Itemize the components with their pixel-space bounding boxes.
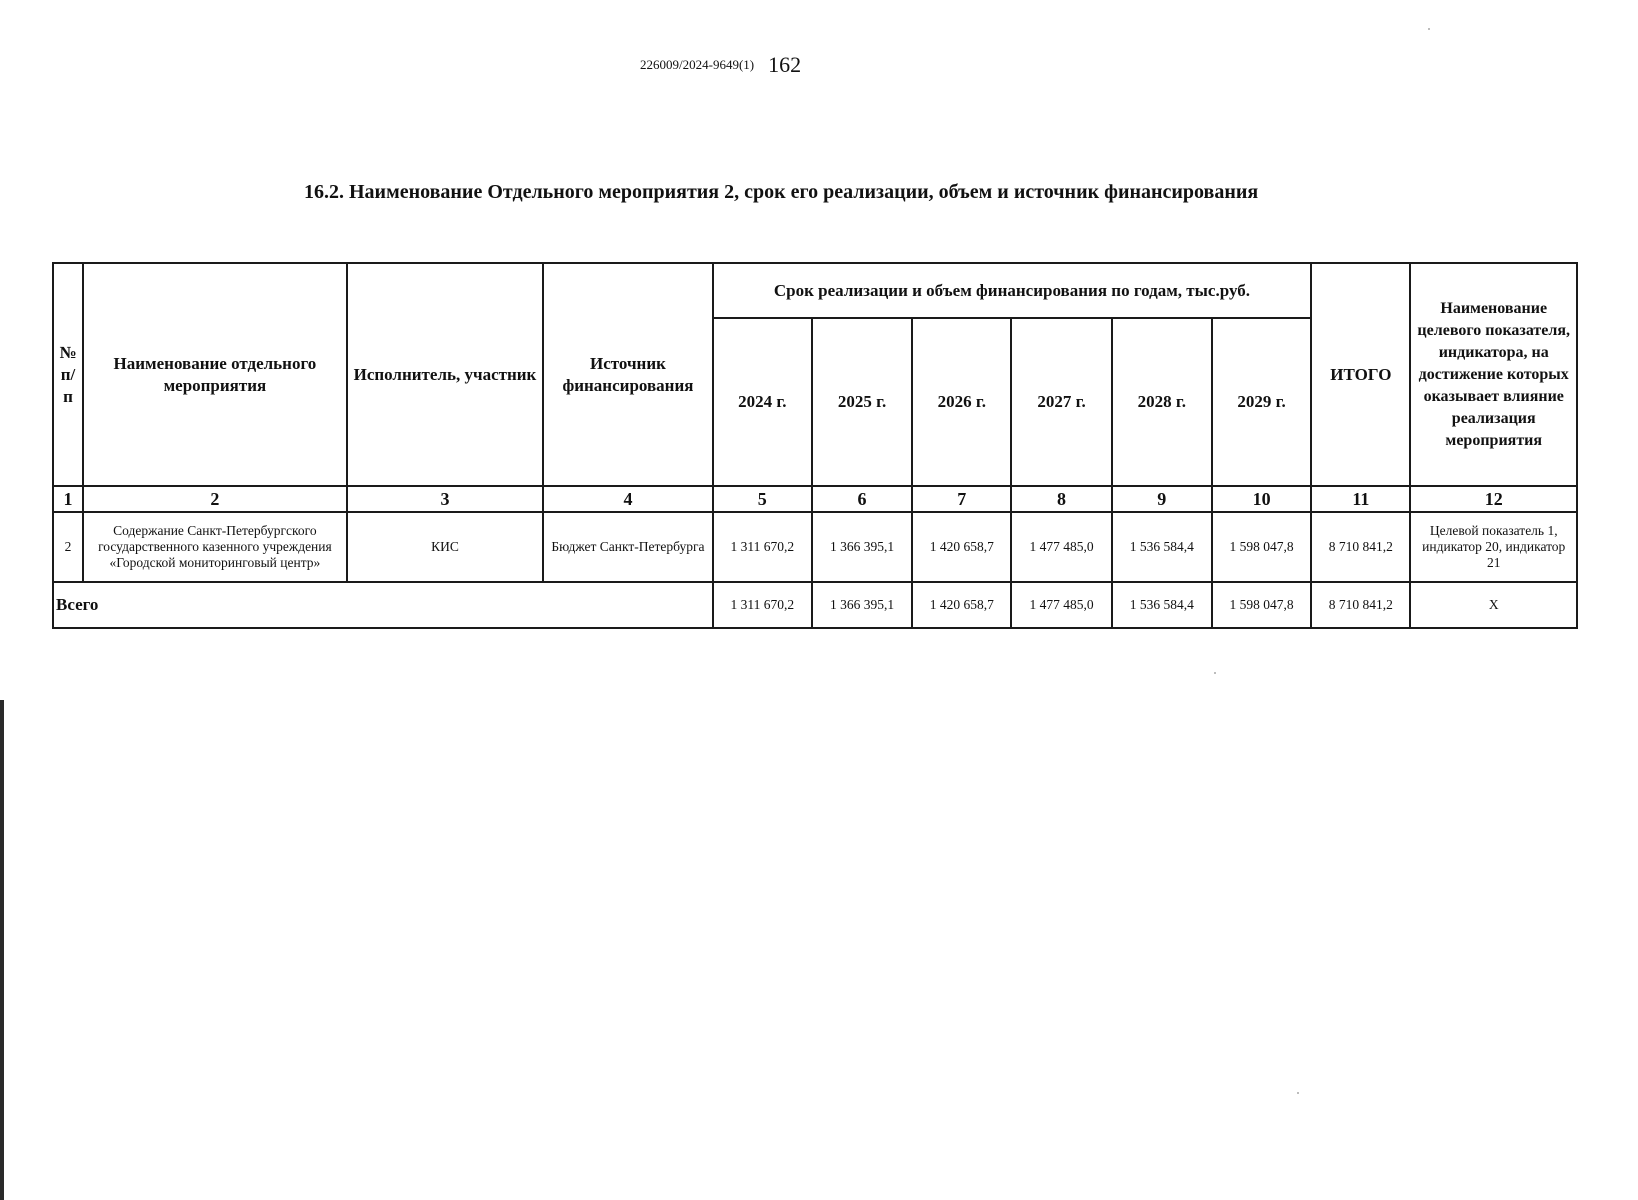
header-activity-name: Наименование отдельного мероприятия bbox=[83, 263, 347, 486]
header-num: № п/п bbox=[53, 263, 83, 486]
row-total: 8 710 841,2 bbox=[1311, 512, 1410, 582]
column-number: 6 bbox=[812, 486, 912, 512]
page-number: 162 bbox=[768, 52, 802, 77]
document-stamp bbox=[640, 52, 801, 78]
row-indicator: Целевой показатель 1, индикатор 20, индикатор 21 bbox=[1410, 512, 1577, 582]
row-year-value: 1 598 047,8 bbox=[1212, 512, 1311, 582]
header-year: 2028 г. bbox=[1112, 318, 1212, 486]
section-heading: 16.2. Наименование Отдельного мероприятия 2, срок его реализации, объем и источник финансирования bbox=[304, 181, 1259, 203]
row-year-value: 1 311 670,2 bbox=[713, 512, 812, 582]
totals-year-value: 1 311 670,2 bbox=[713, 582, 812, 628]
header-year: 2026 г. bbox=[912, 318, 1011, 486]
scan-edge-mark bbox=[0, 700, 4, 1200]
totals-year-value: 1 536 584,4 bbox=[1112, 582, 1212, 628]
totals-grand-total: 8 710 841,2 bbox=[1311, 582, 1410, 628]
totals-indicator: X bbox=[1410, 582, 1577, 628]
scan-speck bbox=[1214, 672, 1216, 674]
row-year-value: 1 536 584,4 bbox=[1112, 512, 1212, 582]
totals-row bbox=[53, 582, 1577, 628]
column-number: 1 bbox=[53, 486, 83, 512]
header-executor: Исполнитель, участник bbox=[347, 263, 544, 486]
header-year: 2025 г. bbox=[812, 318, 912, 486]
column-number: 10 bbox=[1212, 486, 1311, 512]
financing-table bbox=[52, 262, 1578, 629]
totals-year-value: 1 477 485,0 bbox=[1011, 582, 1111, 628]
column-number: 11 bbox=[1311, 486, 1410, 512]
scan-speck bbox=[1297, 1092, 1299, 1094]
column-number: 4 bbox=[543, 486, 712, 512]
totals-year-value: 1 366 395,1 bbox=[812, 582, 912, 628]
table-row bbox=[53, 512, 1577, 582]
header-year: 2027 г. bbox=[1011, 318, 1111, 486]
row-num: 2 bbox=[53, 512, 83, 582]
row-activity-name: Содержание Санкт-Петербургского государственного казенного учреждения «Городской мониторинговый центр» bbox=[83, 512, 347, 582]
column-number: 12 bbox=[1410, 486, 1577, 512]
row-year-value: 1 366 395,1 bbox=[812, 512, 912, 582]
column-number-row bbox=[53, 486, 1577, 512]
column-number: 8 bbox=[1011, 486, 1111, 512]
scan-speck bbox=[1428, 28, 1430, 30]
column-number: 2 bbox=[83, 486, 347, 512]
row-executor: КИС bbox=[347, 512, 544, 582]
column-number: 3 bbox=[347, 486, 544, 512]
header-funding-source: Источник финансирования bbox=[543, 263, 712, 486]
column-number: 9 bbox=[1112, 486, 1212, 512]
totals-year-value: 1 420 658,7 bbox=[912, 582, 1011, 628]
totals-year-value: 1 598 047,8 bbox=[1212, 582, 1311, 628]
header-indicator: Наименование целевого показателя, индикатора, на достижение которых оказывает влияние реализация мероприятия bbox=[1410, 263, 1577, 486]
header-year: 2029 г. bbox=[1212, 318, 1311, 486]
column-number: 5 bbox=[713, 486, 812, 512]
header-total: ИТОГО bbox=[1311, 263, 1410, 486]
registration-number: 226009/2024-9649(1) bbox=[640, 57, 755, 72]
row-year-value: 1 477 485,0 bbox=[1011, 512, 1111, 582]
row-funding-source: Бюджет Санкт-Петербурга bbox=[543, 512, 712, 582]
header-row bbox=[53, 263, 1577, 318]
column-number: 7 bbox=[912, 486, 1011, 512]
header-funding-by-year: Срок реализации и объем финансирования по годам, тыс.руб. bbox=[713, 263, 1312, 318]
header-year: 2024 г. bbox=[713, 318, 812, 486]
row-year-value: 1 420 658,7 bbox=[912, 512, 1011, 582]
totals-label: Всего bbox=[53, 582, 713, 628]
